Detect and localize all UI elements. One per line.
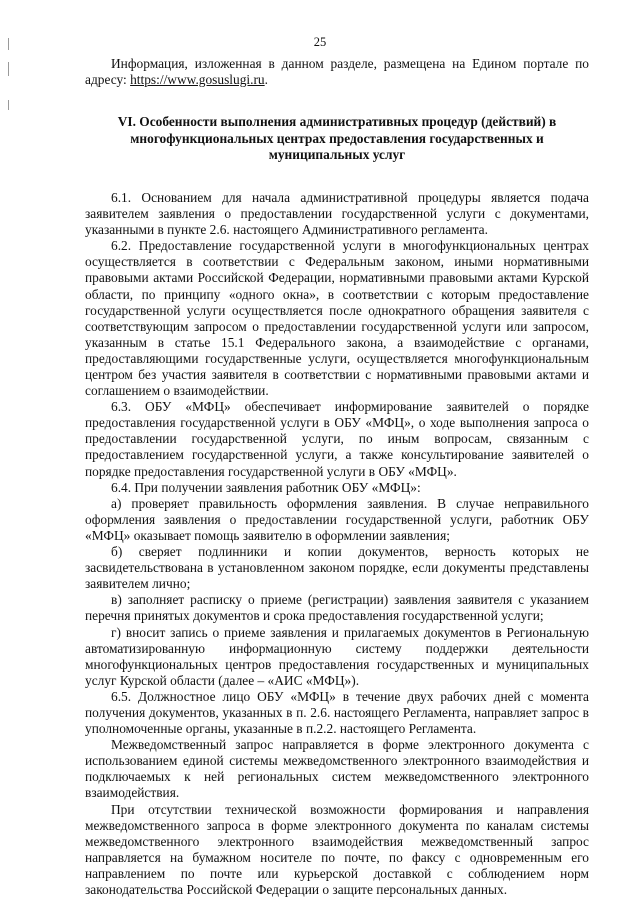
page-number: 25 bbox=[313, 35, 327, 49]
intro-suffix: . bbox=[264, 72, 268, 88]
paragraph-6-3: 6.3. ОБУ «МФЦ» обеспечивает информирование заявителей о порядке предоставления государственной услуги в ОБУ «МФЦ», о ходе выполнения запроса о предоставлении государственной услуги, по иным вопросам, связанным с предоставлением государственной услуги, а также консультирование заявителей о порядке предоставления государственной услуги в ОБУ «МФЦ». bbox=[85, 399, 589, 479]
margin-mark bbox=[8, 100, 9, 110]
paragraph-6-2: 6.2. Предоставление государственной услуги в многофункциональных центрах осуществляется в соответствии с Федеральным законом, иными нормативными правовыми актами Российской Федерации, нормативными правовыми актами Курской области, по принципу «одного окна», в соответствии с которым предоставление государственной услуги осуществляется после однократного обращения заявителя с соответствующим запросом о предоставлении государственной услуги или запросом, указанным в статье 15.1 Федерального закона, а взаимодействие с органами, предоставляющими государственные услуги, осуществляется многофункциональным центром без участия заявителя в соответствии с нормативными правовыми актами и соглашением о взаимодействии. bbox=[85, 238, 589, 399]
paragraph-interagency-request: Межведомственный запрос направляется в форме электронного документа с использованием единой системы межведомственного электронного взаимодействия и подключаемых к ней региональных систем межведомственного электронного взаимодействия. bbox=[85, 737, 589, 801]
paragraph-6-5: 6.5. Должностное лицо ОБУ «МФЦ» в течение двух рабочих дней с момента получения документов, указанных в п. 2.6. настоящего Регламента, направляет запрос в уполномоченные органы, указанные в п.2.2. настоящего Регламента. bbox=[85, 688, 589, 737]
page-content bbox=[85, 56, 589, 898]
list-item-a: а) проверяет правильность оформления заявления. В случае неправильного оформления заявления о предоставлении государственной услуги, работник ОБУ «МФЦ» оказывает помощь заявителю в оформлении заявления; bbox=[85, 495, 589, 543]
list-item-b: б) сверяет подлинники и копии документов, верность которых не засвидетельствована в установленном законом порядке, если документы представлены заявителем лично; bbox=[85, 544, 589, 592]
paragraph-6-4: 6.4. При получении заявления работник ОБУ «МФЦ»: bbox=[111, 479, 421, 495]
paragraph-paper-request: При отсутствии технической возможности формирования и направления межведомственного запроса в форме электронного документа по каналам системы межведомственного электронного взаимодействия межведомственный запрос направляется на бумажном носителе по почте, по факсу с одновременным его направлением по почте или курьерской доставкой с соблюдением норм законодательства Российской Федерации о защите персональных данных. bbox=[85, 801, 589, 897]
list-item-g: г) вносит запись о приеме заявления и прилагаемых документов в Региональную автоматизированную информационную систему поддержки деятельности многофункциональных центров предоставления государственных и муниципальных услуг Курской области (далее – «АИС «МФЦ»). bbox=[85, 624, 589, 688]
intro-text: Информация, изложенная в данном разделе, размещена на Едином портале по адресу: bbox=[85, 56, 589, 88]
portal-link[interactable]: https://www.gosuslugi.ru bbox=[130, 72, 265, 88]
margin-mark bbox=[8, 62, 9, 76]
section-heading: VI. Особенности выполнения административных процедур (действий) в многофункциональных центрах предоставления государственных и муниципальных услуг bbox=[117, 114, 557, 163]
paragraph-6-1: 6.1. Основанием для начала административной процедуры является подача заявителем заявления о предоставлении государственной услуги с документами, указанными в пункте 2.6. настоящего Административного регламента. bbox=[85, 189, 589, 238]
list-item-v: в) заполняет расписку о приеме (регистрации) заявления заявителя с указанием перечня принятых документов и срока предоставления государственной услуги; bbox=[85, 592, 589, 624]
intro-paragraph bbox=[85, 56, 589, 88]
